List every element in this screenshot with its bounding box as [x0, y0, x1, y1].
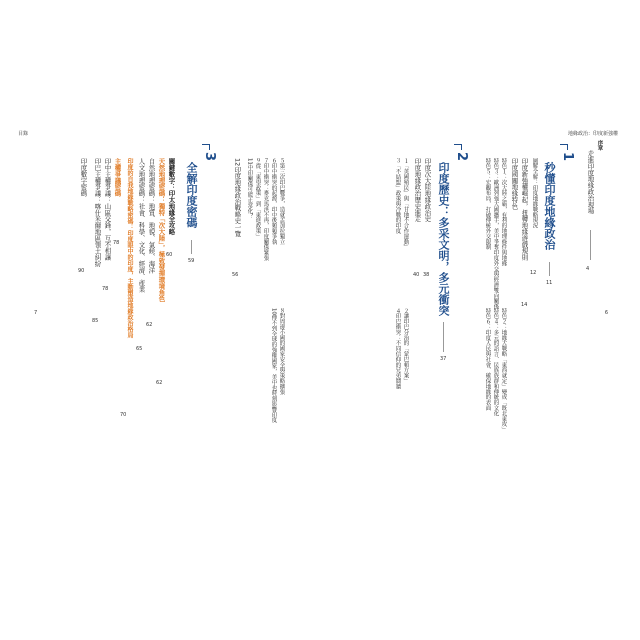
ch2-section-2: 印度地緣政治歷史進走: [413, 158, 422, 222]
preface-page: 4: [586, 266, 590, 272]
ch2-section-1-page: 38: [423, 272, 430, 278]
ch2-section-2-page: 40: [413, 272, 420, 278]
ch1-section-1-page: 12: [530, 270, 537, 276]
ch2b-item-10: 10傳不到全球的強權國家，美中也時刻影響印度: [270, 308, 277, 423]
ch2-item-3: ３「不結盟」政策與冷戰的印度: [394, 158, 401, 234]
ch2-section-1: 印度次大陸地緣政治史: [423, 158, 432, 222]
ch3-section-8-page: 85: [92, 318, 99, 324]
ch3-section-1: 關鍵數字：印太地緣全攻略: [167, 158, 176, 235]
ch3-section-5-page: 70: [120, 412, 127, 418]
preface-title: 走進印度地緣政治現場: [586, 150, 595, 214]
chapter1-title: 秒懂印度地緣政治: [543, 162, 556, 250]
ch1-feature-3: 特色５：宏觀布局，打破傳統外交限制: [484, 158, 491, 250]
ch2b-item-12: 12印度地緣政治戰略史一覽: [233, 158, 242, 237]
chapter2-page: 37: [440, 356, 447, 362]
book-spread: [16, 122, 624, 518]
ch3-section-2-page: 62: [156, 380, 163, 386]
ch3-section-2-text: 天然地理密碼：獨特「次大陸」，極致發揮環境角色: [157, 158, 166, 302]
ch2b-item-11: 11中印關係可能正常化？: [246, 158, 253, 219]
ch3-section-5: [126, 158, 132, 338]
ch1-section-2-page: 14: [521, 302, 528, 308]
ch1-feature-2: 特色３：歐洲列強大國攜手，美中爭奪印度外交與經濟雙向關係: [492, 158, 499, 310]
ch3-section-4-page: 65: [136, 346, 143, 352]
page-number-right: 6: [604, 310, 608, 316]
ch2b-item-5: ５第三次印巴戰爭，造就孟加拉獨立: [278, 158, 285, 245]
chapter2-bracket: [454, 144, 462, 150]
header-right: 地緣政治：印度新強權: [567, 131, 618, 137]
page-number-left: 7: [34, 310, 38, 316]
ch3-section-4: 人文地理密碼：社會、科學、文化、經濟、產業: [137, 158, 146, 293]
ch3-section-9: 印度數字密碼: [79, 158, 88, 197]
ch2-item-4: ４印巴衝突：不同信仰的兄弟鬩牆: [394, 308, 401, 389]
ch1-feature-1: 特色１：次大陸之霸，有利的地理條件與地緣: [500, 158, 507, 266]
ch3-section-6: [114, 158, 120, 196]
ch3-section-7: 印中主權爭議：山區交鋒，互不相讓: [103, 158, 112, 261]
chapter1-page: 11: [546, 280, 553, 286]
ch3-section-6-page: 78: [113, 240, 120, 246]
ch2-item-1: １「英國殖民」與「甘地不合作運動」: [402, 158, 409, 250]
ch2b-item-7: ７印中衝突：麥克馬洪不再，印度關係緊張: [262, 158, 269, 261]
ch1-section-3: 印度國關地緣特色: [510, 158, 519, 210]
ch2b-item-6: ６印中衝突的起源，印中後頻頻爭執: [270, 158, 277, 245]
ch3-section-2: [158, 158, 164, 302]
ch3-section-3: 自然地理密碼：地質、地貌、氣候、海洋: [147, 158, 156, 274]
ch1-feature-4: 特色２：地緣大戰略「東西就定」變成「既北東攻」: [500, 308, 507, 433]
chapter1-number: 1: [560, 152, 575, 162]
preface-leader: [590, 230, 591, 260]
chapter1-bracket: [560, 144, 568, 150]
ch3-section-3-page: 62: [146, 322, 153, 328]
header-left: 目錄: [18, 131, 29, 137]
ch3-section-5-text: 印度的自我地緣戰略密碼：印度眼中的印度，主動塑造地緣政治格局: [126, 158, 133, 338]
ch2b-item-8: ８對周邊小國的國家安全與策略擴張: [278, 308, 285, 395]
ch3-section-8: 印巴主權爭議：喀什米爾地區領土糾紛: [93, 158, 102, 267]
chapter3-leader: [191, 240, 192, 254]
chapter3-bracket: [202, 144, 210, 150]
ch1-section-2: 印度新強權崛起，扭轉地緣遊戲規則: [520, 158, 529, 261]
ch2b-page-end: 56: [232, 272, 239, 278]
chapter2-number: 2: [454, 152, 469, 162]
ch3-section-1-page: 60: [166, 252, 173, 258]
preface-label: 序章: [596, 140, 603, 151]
ch1-feature-5: 特色４：多元的語言、民族族群和傳統的文化: [492, 308, 499, 416]
ch3-section-6-text: 主權爭議密碼: [113, 158, 122, 197]
chapter3-title: 全解印度密碼: [185, 162, 198, 228]
ch2b-item-9: ９從「東望政策」到「東進政策」: [254, 158, 261, 239]
ch2-item-2: ２讓印巴分治的「蒙巴頓方案」: [402, 308, 409, 384]
chapter1-leader: [549, 262, 550, 276]
ch1-feature-6: 特色６：印度人民與社會，確保地緣的表面: [484, 308, 491, 411]
ch3-section-7-page: 78: [102, 286, 109, 292]
chapter2-title: 印度歷史：多采文明，多元衝突: [437, 162, 450, 316]
chapter2-leader: [443, 322, 444, 352]
ch1-section-1: 圖解全解：印度地緣戰略現況: [531, 158, 538, 229]
chapter3-page: 59: [188, 258, 195, 264]
ch3-section-9-page: 90: [78, 268, 85, 274]
chapter3-number: 3: [202, 152, 217, 162]
